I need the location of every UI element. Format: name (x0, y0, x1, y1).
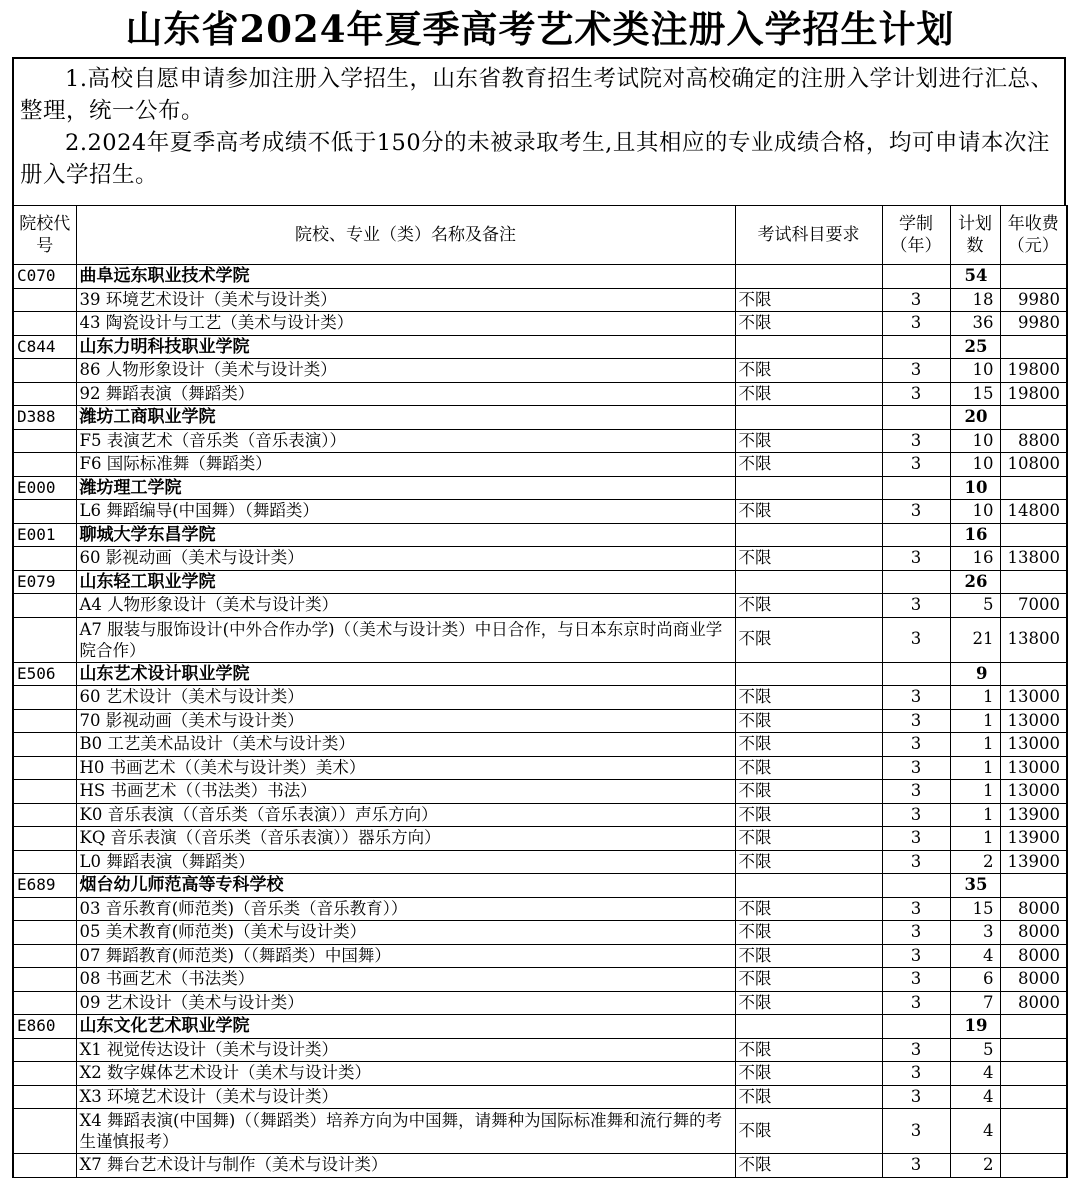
major-row (13, 359, 1067, 383)
major-fee: 14800 (1000, 500, 1067, 524)
major-years: 3 (882, 733, 950, 757)
major-plan: 1 (950, 733, 1000, 757)
major-plan: 3 (950, 921, 1000, 945)
major-years: 3 (882, 897, 950, 921)
major-code-empty (13, 897, 76, 921)
major-fee: 13900 (1000, 850, 1067, 874)
major-years: 3 (882, 382, 950, 406)
major-name: X2 数字媒体艺术设计（美术与设计类） (76, 1062, 735, 1086)
enrollment-table (12, 205, 1068, 1178)
school-exam-empty (735, 1015, 882, 1039)
header-plan: 计划数 (950, 206, 1000, 265)
school-years-empty (882, 476, 950, 500)
major-name: X1 视觉传达设计（美术与设计类） (76, 1038, 735, 1062)
major-row (13, 1062, 1067, 1086)
major-code-empty (13, 709, 76, 733)
major-code-empty (13, 1038, 76, 1062)
major-name: H0 书画艺术（（美术与设计类）美术） (76, 756, 735, 780)
major-plan: 16 (950, 547, 1000, 571)
school-row (13, 406, 1067, 430)
major-plan: 10 (950, 500, 1000, 524)
major-code-empty (13, 991, 76, 1015)
school-fee-empty (1000, 406, 1067, 430)
major-row (13, 827, 1067, 851)
major-plan: 1 (950, 803, 1000, 827)
major-exam: 不限 (735, 709, 882, 733)
major-row (13, 453, 1067, 477)
major-plan: 5 (950, 594, 1000, 618)
school-row (13, 523, 1067, 547)
school-code: E001 (13, 523, 76, 547)
major-fee: 10800 (1000, 453, 1067, 477)
school-name: 潍坊理工学院 (76, 476, 735, 500)
school-plan-total: 16 (950, 523, 1000, 547)
major-exam: 不限 (735, 991, 882, 1015)
major-row (13, 756, 1067, 780)
major-years: 3 (882, 1109, 950, 1154)
major-name: 39 环境艺术设计（美术与设计类） (76, 288, 735, 312)
school-years-empty (882, 874, 950, 898)
major-years: 3 (882, 686, 950, 710)
major-exam: 不限 (735, 1085, 882, 1109)
major-plan: 4 (950, 944, 1000, 968)
major-name: HS 书画艺术（（书法类）书法） (76, 780, 735, 804)
major-plan: 21 (950, 617, 1000, 662)
major-years: 3 (882, 803, 950, 827)
school-plan-total: 20 (950, 406, 1000, 430)
school-exam-empty (735, 662, 882, 686)
school-fee-empty (1000, 570, 1067, 594)
major-plan: 10 (950, 359, 1000, 383)
major-row (13, 850, 1067, 874)
major-name: 05 美术教育(师范类)（美术与设计类） (76, 921, 735, 945)
school-exam-empty (735, 406, 882, 430)
major-row (13, 1154, 1067, 1178)
school-plan-total: 25 (950, 335, 1000, 359)
header-exam: 考试科目要求 (735, 206, 882, 265)
school-name: 聊城大学东昌学院 (76, 523, 735, 547)
major-row (13, 968, 1067, 992)
major-name: 03 音乐教育(师范类)（音乐类（音乐教育）） (76, 897, 735, 921)
major-plan: 4 (950, 1062, 1000, 1086)
major-fee: 8000 (1000, 968, 1067, 992)
school-fee-empty (1000, 265, 1067, 289)
major-years: 3 (882, 850, 950, 874)
header-fee: 年收费（元） (1000, 206, 1067, 265)
school-code: E079 (13, 570, 76, 594)
school-exam-empty (735, 523, 882, 547)
major-exam: 不限 (735, 1154, 882, 1178)
major-row (13, 921, 1067, 945)
major-name: L0 舞蹈表演（舞蹈类） (76, 850, 735, 874)
school-name: 山东艺术设计职业学院 (76, 662, 735, 686)
school-plan-total: 35 (950, 874, 1000, 898)
major-code-empty (13, 288, 76, 312)
major-fee: 9980 (1000, 288, 1067, 312)
major-row (13, 617, 1067, 662)
header-code: 院校代号 (13, 206, 76, 265)
major-years: 3 (882, 1154, 950, 1178)
major-code-empty (13, 429, 76, 453)
major-plan: 6 (950, 968, 1000, 992)
school-years-empty (882, 335, 950, 359)
major-fee (1000, 1038, 1067, 1062)
school-years-empty (882, 265, 950, 289)
school-code: C070 (13, 265, 76, 289)
major-years: 3 (882, 594, 950, 618)
major-name: L6 舞蹈编导(中国舞）（舞蹈类） (76, 500, 735, 524)
school-plan-total: 26 (950, 570, 1000, 594)
school-name: 曲阜远东职业技术学院 (76, 265, 735, 289)
page-title: 山东省2024年夏季高考艺术类注册入学招生计划 (125, 7, 955, 51)
school-fee-empty (1000, 476, 1067, 500)
major-plan: 18 (950, 288, 1000, 312)
major-years: 3 (882, 547, 950, 571)
school-row (13, 265, 1067, 289)
major-row (13, 803, 1067, 827)
header-years: 学制（年） (882, 206, 950, 265)
school-code: D388 (13, 406, 76, 430)
major-years: 3 (882, 1085, 950, 1109)
major-fee: 7000 (1000, 594, 1067, 618)
major-plan: 10 (950, 429, 1000, 453)
major-exam: 不限 (735, 1062, 882, 1086)
major-years: 3 (882, 453, 950, 477)
major-exam: 不限 (735, 803, 882, 827)
major-row (13, 709, 1067, 733)
major-fee: 8000 (1000, 944, 1067, 968)
major-row (13, 991, 1067, 1015)
major-plan: 1 (950, 780, 1000, 804)
major-code-empty (13, 594, 76, 618)
major-row (13, 312, 1067, 336)
major-name: 92 舞蹈表演（舞蹈类） (76, 382, 735, 406)
major-years: 3 (882, 617, 950, 662)
school-years-empty (882, 570, 950, 594)
major-exam: 不限 (735, 897, 882, 921)
major-exam: 不限 (735, 547, 882, 571)
major-exam: 不限 (735, 382, 882, 406)
major-row (13, 1038, 1067, 1062)
major-exam: 不限 (735, 1038, 882, 1062)
school-fee-empty (1000, 523, 1067, 547)
major-exam: 不限 (735, 453, 882, 477)
school-name: 烟台幼儿师范高等专科学校 (76, 874, 735, 898)
major-row (13, 594, 1067, 618)
major-years: 3 (882, 1062, 950, 1086)
major-fee (1000, 1062, 1067, 1086)
major-fee: 8800 (1000, 429, 1067, 453)
major-plan: 15 (950, 382, 1000, 406)
school-exam-empty (735, 874, 882, 898)
major-name: A7 服装与服饰设计(中外合作办学)（（美术与设计类）中日合作，与日本东京时尚商业学院合作） (76, 617, 735, 662)
major-code-empty (13, 453, 76, 477)
major-exam: 不限 (735, 968, 882, 992)
major-exam: 不限 (735, 686, 882, 710)
school-fee-empty (1000, 1015, 1067, 1039)
major-exam: 不限 (735, 429, 882, 453)
major-name: 60 影视动画（美术与设计类） (76, 547, 735, 571)
school-row (13, 476, 1067, 500)
school-row (13, 874, 1067, 898)
major-fee: 13800 (1000, 617, 1067, 662)
table-header-row (13, 206, 1067, 265)
major-exam: 不限 (735, 1109, 882, 1154)
major-plan: 1 (950, 827, 1000, 851)
major-row (13, 288, 1067, 312)
school-years-empty (882, 523, 950, 547)
school-exam-empty (735, 335, 882, 359)
school-name: 山东轻工职业学院 (76, 570, 735, 594)
school-name: 潍坊工商职业学院 (76, 406, 735, 430)
major-plan: 2 (950, 850, 1000, 874)
major-fee: 13800 (1000, 547, 1067, 571)
major-exam: 不限 (735, 617, 882, 662)
major-name: 09 艺术设计（美术与设计类） (76, 991, 735, 1015)
major-fee: 13000 (1000, 686, 1067, 710)
major-row (13, 733, 1067, 757)
major-code-empty (13, 733, 76, 757)
school-row (13, 662, 1067, 686)
school-fee-empty (1000, 874, 1067, 898)
major-code-empty (13, 780, 76, 804)
major-fee (1000, 1109, 1067, 1154)
school-name: 山东文化艺术职业学院 (76, 1015, 735, 1039)
major-plan: 1 (950, 709, 1000, 733)
major-exam: 不限 (735, 944, 882, 968)
major-code-empty (13, 803, 76, 827)
major-fee: 8000 (1000, 897, 1067, 921)
major-name: X4 舞蹈表演(中国舞)（（舞蹈类）培养方向为中国舞，请舞种为国际标准舞和流行舞的考生谨慎报考） (76, 1109, 735, 1154)
major-exam: 不限 (735, 733, 882, 757)
major-years: 3 (882, 921, 950, 945)
major-plan: 4 (950, 1085, 1000, 1109)
major-name: 60 艺术设计（美术与设计类） (76, 686, 735, 710)
major-code-empty (13, 968, 76, 992)
major-plan: 10 (950, 453, 1000, 477)
major-years: 3 (882, 944, 950, 968)
major-name: KQ 音乐表演（（音乐类（音乐表演））器乐方向） (76, 827, 735, 851)
major-row (13, 1109, 1067, 1154)
major-years: 3 (882, 500, 950, 524)
school-plan-total: 10 (950, 476, 1000, 500)
major-years: 3 (882, 756, 950, 780)
school-name: 山东力明科技职业学院 (76, 335, 735, 359)
school-row (13, 335, 1067, 359)
school-years-empty (882, 1015, 950, 1039)
major-plan: 36 (950, 312, 1000, 336)
major-years: 3 (882, 359, 950, 383)
major-name: 07 舞蹈教育(师范类)（（舞蹈类）中国舞） (76, 944, 735, 968)
major-row (13, 500, 1067, 524)
major-years: 3 (882, 429, 950, 453)
header-name: 院校、专业（类）名称及备注 (76, 206, 735, 265)
major-years: 3 (882, 827, 950, 851)
major-name: 08 书画艺术（书法类） (76, 968, 735, 992)
major-fee: 13000 (1000, 709, 1067, 733)
major-name: X7 舞台艺术设计与制作（美术与设计类） (76, 1154, 735, 1178)
major-exam: 不限 (735, 359, 882, 383)
major-row (13, 429, 1067, 453)
major-fee (1000, 1085, 1067, 1109)
major-name: X3 环境艺术设计（美术与设计类） (76, 1085, 735, 1109)
school-years-empty (882, 406, 950, 430)
major-exam: 不限 (735, 850, 882, 874)
major-name: F6 国际标准舞（舞蹈类） (76, 453, 735, 477)
major-exam: 不限 (735, 921, 882, 945)
major-years: 3 (882, 991, 950, 1015)
major-plan: 15 (950, 897, 1000, 921)
school-fee-empty (1000, 662, 1067, 686)
major-years: 3 (882, 312, 950, 336)
note-2: 2.2024年夏季高考成绩不低于150分的未被录取考生,且其相应的专业成绩合格，均可申请本次注册入学招生。 (20, 130, 1050, 188)
major-fee: 19800 (1000, 382, 1067, 406)
major-exam: 不限 (735, 756, 882, 780)
major-name: F5 表演艺术（音乐类（音乐表演）） (76, 429, 735, 453)
major-fee (1000, 1154, 1067, 1178)
major-years: 3 (882, 709, 950, 733)
major-fee: 8000 (1000, 921, 1067, 945)
major-plan: 1 (950, 686, 1000, 710)
major-plan: 7 (950, 991, 1000, 1015)
major-code-empty (13, 547, 76, 571)
major-code-empty (13, 382, 76, 406)
major-plan: 2 (950, 1154, 1000, 1178)
major-row (13, 1085, 1067, 1109)
school-code: E506 (13, 662, 76, 686)
major-exam: 不限 (735, 500, 882, 524)
school-exam-empty (735, 265, 882, 289)
school-plan-total: 19 (950, 1015, 1000, 1039)
major-name: K0 音乐表演（（音乐类（音乐表演））声乐方向） (76, 803, 735, 827)
school-row (13, 570, 1067, 594)
major-years: 3 (882, 968, 950, 992)
major-plan: 4 (950, 1109, 1000, 1154)
major-code-empty (13, 500, 76, 524)
major-fee: 13900 (1000, 827, 1067, 851)
major-code-empty (13, 1109, 76, 1154)
major-row (13, 382, 1067, 406)
major-plan: 1 (950, 756, 1000, 780)
major-fee: 8000 (1000, 991, 1067, 1015)
major-exam: 不限 (735, 827, 882, 851)
major-years: 3 (882, 288, 950, 312)
major-exam: 不限 (735, 780, 882, 804)
school-years-empty (882, 662, 950, 686)
major-fee: 13000 (1000, 780, 1067, 804)
major-code-empty (13, 686, 76, 710)
school-code: E689 (13, 874, 76, 898)
major-code-empty (13, 1154, 76, 1178)
major-fee: 13000 (1000, 733, 1067, 757)
major-fee: 19800 (1000, 359, 1067, 383)
major-name: 86 人物形象设计（美术与设计类） (76, 359, 735, 383)
major-row (13, 547, 1067, 571)
table-body (13, 265, 1067, 1178)
major-row (13, 686, 1067, 710)
major-row (13, 897, 1067, 921)
school-fee-empty (1000, 335, 1067, 359)
major-years: 3 (882, 1038, 950, 1062)
major-plan: 5 (950, 1038, 1000, 1062)
major-fee: 13000 (1000, 756, 1067, 780)
major-code-empty (13, 827, 76, 851)
major-row (13, 944, 1067, 968)
school-code: C844 (13, 335, 76, 359)
school-plan-total: 54 (950, 265, 1000, 289)
note-1: 1.高校自愿申请参加注册入学招生，山东省教育招生考试院对高校确定的注册入学计划进行汇总、整理，统一公布。 (20, 66, 1054, 124)
major-code-empty (13, 921, 76, 945)
school-code: E000 (13, 476, 76, 500)
major-code-empty (13, 312, 76, 336)
major-exam: 不限 (735, 288, 882, 312)
notes-box (12, 57, 1066, 205)
school-plan-total: 9 (950, 662, 1000, 686)
major-code-empty (13, 756, 76, 780)
school-exam-empty (735, 570, 882, 594)
major-name: A4 人物形象设计（美术与设计类） (76, 594, 735, 618)
major-code-empty (13, 1085, 76, 1109)
major-code-empty (13, 1062, 76, 1086)
school-row (13, 1015, 1067, 1039)
major-years: 3 (882, 780, 950, 804)
major-row (13, 780, 1067, 804)
major-name: 43 陶瓷设计与工艺（美术与设计类） (76, 312, 735, 336)
major-fee: 9980 (1000, 312, 1067, 336)
major-code-empty (13, 944, 76, 968)
major-name: B0 工艺美术品设计（美术与设计类） (76, 733, 735, 757)
school-code: E860 (13, 1015, 76, 1039)
major-fee: 13900 (1000, 803, 1067, 827)
school-exam-empty (735, 476, 882, 500)
major-name: 70 影视动画（美术与设计类） (76, 709, 735, 733)
major-code-empty (13, 850, 76, 874)
major-exam: 不限 (735, 312, 882, 336)
major-exam: 不限 (735, 594, 882, 618)
major-code-empty (13, 359, 76, 383)
major-code-empty (13, 617, 76, 662)
